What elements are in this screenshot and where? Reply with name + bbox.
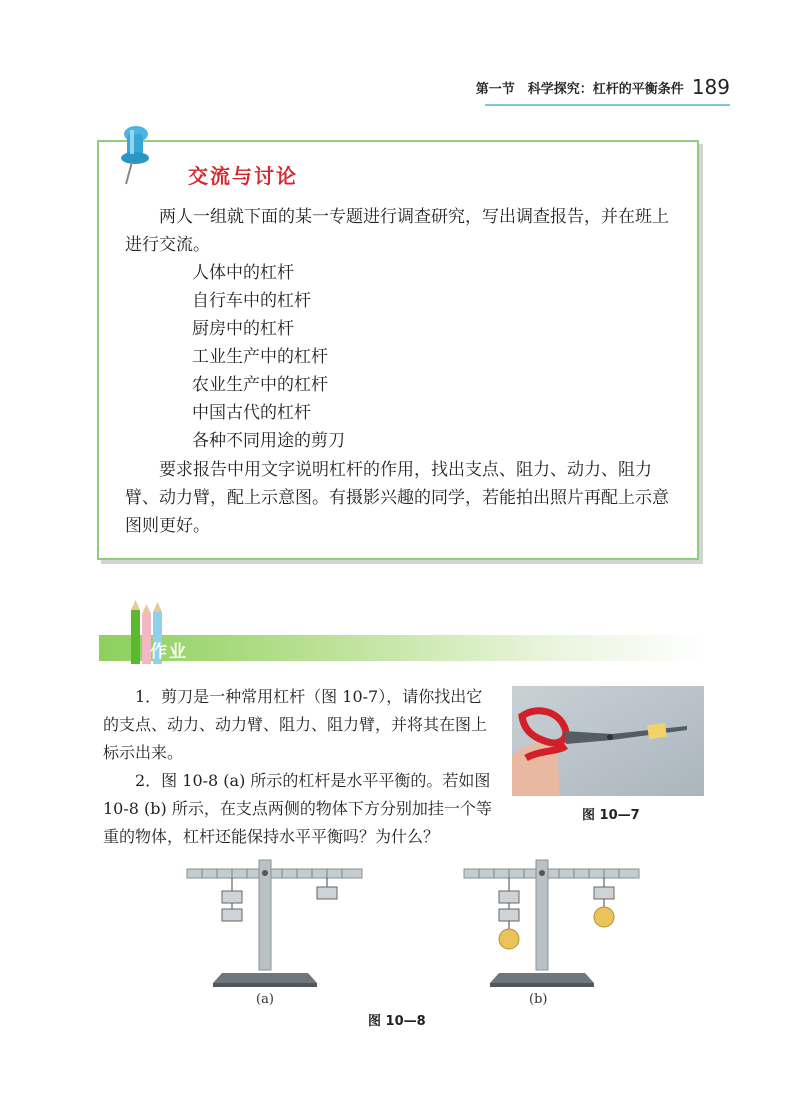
figure-10-8-caption: 图 10—8: [368, 1014, 426, 1029]
pushpin-icon: [112, 122, 156, 186]
figure-10-8-b-label: (b): [529, 992, 548, 1007]
list-item: 中国古代的杠杆: [192, 403, 311, 423]
list-item: 自行车中的杠杆: [192, 291, 311, 311]
discussion-intro: 两人一组就下面的某一专题进行调查研究，写出调查报告，并在班上进行交流。: [125, 207, 669, 255]
discussion-requirement: 要求报告中用文字说明杠杆的作用，找出支点、阻力、动力、阻力臂、动力臂，配上示意图。有摄影兴趣的同学，若能拍出照片再配上示意图则更好。: [125, 460, 669, 536]
section-title: 第一节 科学探究：杠杆的平衡条件: [475, 81, 684, 97]
list-item: 农业生产中的杠杆: [192, 375, 328, 395]
figure-10-8-a-label: (a): [256, 992, 274, 1007]
topic-list: [192, 259, 345, 455]
page-number: 189: [691, 75, 730, 99]
scissors-photo: [512, 686, 704, 796]
lever-balance-a: [167, 855, 377, 990]
homework-question-1: 1．剪刀是一种常用杠杆（图 10-7），请你找出它的支点、动力、动力臂、阻力、阻力臂，并将其在图上标示出来。: [103, 687, 488, 762]
discussion-title: 交流与讨论: [188, 164, 298, 188]
list-item: 厨房中的杠杆: [192, 319, 294, 339]
homework-question-2: 2．图 10-8 (a) 所示的杠杆是水平平衡的。若如图 10-8 (b) 所示，在支点两侧的物体下方分别加挂一个等重的物体，杠杆还能保持水平平衡吗？为什么？: [103, 771, 492, 846]
lever-balance-b: [444, 855, 654, 990]
header-rule: [485, 104, 730, 106]
list-item: 各种不同用途的剪刀: [192, 431, 345, 451]
list-item: 工业生产中的杠杆: [192, 347, 328, 367]
figure-10-7-caption: 图 10—7: [582, 808, 640, 823]
page-header: [476, 74, 730, 100]
homework-label: 作业: [150, 642, 188, 662]
list-item: 人体中的杠杆: [192, 263, 294, 283]
homework-banner: [99, 635, 705, 661]
